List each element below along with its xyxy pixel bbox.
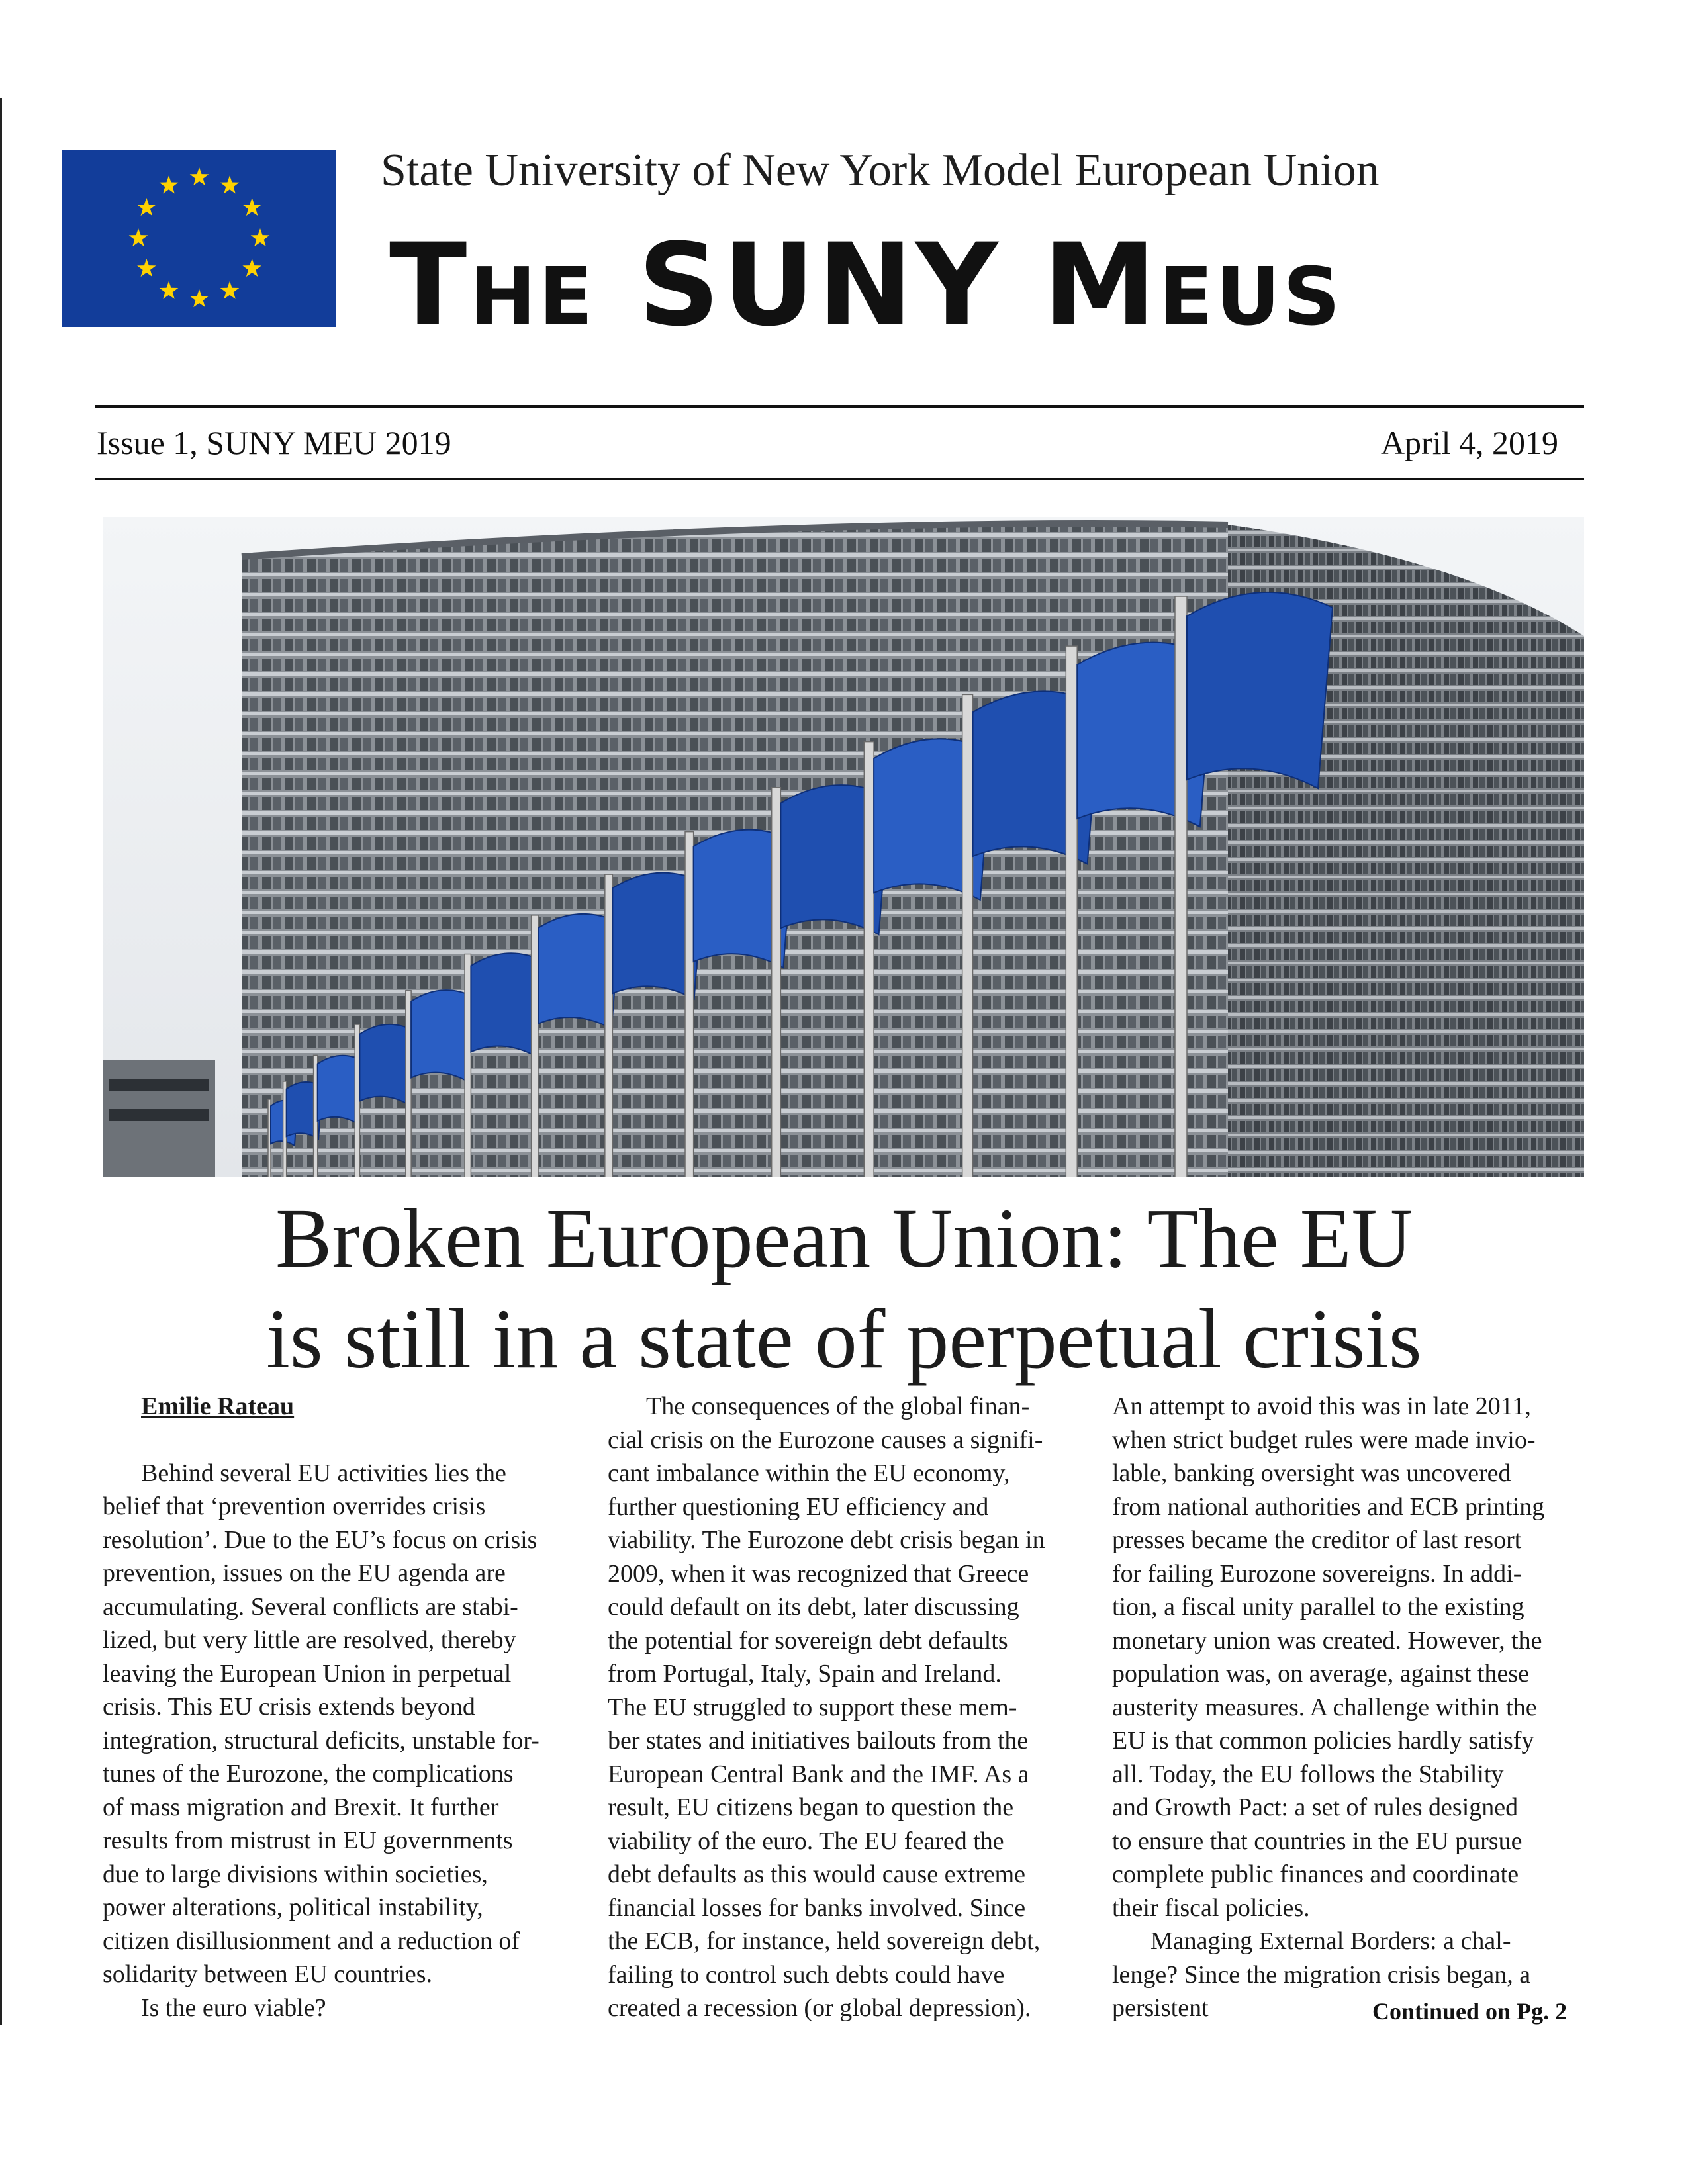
text-line: results from mistrust in EU governments	[103, 1827, 513, 1854]
cover-photo	[103, 517, 1584, 1177]
text-line: population was, on average, against these	[1112, 1660, 1529, 1688]
headline	[0, 1188, 1688, 1389]
text-line: created a recession (or global depression).	[608, 1994, 1031, 2022]
page-edge-rule	[0, 98, 2, 2025]
text-line: resolution’. Due to the EU’s focus on crisis	[103, 1525, 538, 1554]
text-line: and Growth Pact: a set of rules designed	[1112, 1794, 1519, 1821]
text-line: accumulating. Several conflicts are stabi-	[103, 1592, 518, 1621]
text-line: power alterations, political instability,	[103, 1893, 483, 1921]
text-line: viability. The Eurozone debt crisis began in	[608, 1526, 1045, 1554]
text-line: leaving the European Union in perpetual	[103, 1659, 512, 1688]
text-line: European Central Bank and the IMF. As a	[608, 1760, 1029, 1788]
byline: Emilie Rateau	[141, 1392, 295, 1420]
text-line: solidarity between EU countries.	[103, 1960, 433, 1988]
text-line: further questioning EU efficiency and	[608, 1492, 989, 1521]
text-line: of mass migration and Brexit. It further	[103, 1793, 499, 1821]
text-line: belief that ‘prevention overrides crisis	[103, 1492, 486, 1520]
text-line: ber states and initiatives bailouts from the	[608, 1727, 1029, 1754]
headline-line-2: is still in a state of perpetual crisis	[266, 1292, 1422, 1386]
text-line: crisis. This EU crisis extends beyond	[103, 1693, 475, 1721]
text-line: from national authorities and ECB printing	[1112, 1492, 1545, 1521]
text-line: could default on its debt, later discussing	[608, 1593, 1019, 1621]
text-line: monetary union was created. However, the	[1112, 1626, 1542, 1655]
flag-pole	[864, 742, 874, 1177]
text-line: their fiscal policies.	[1112, 1893, 1310, 1922]
text-line: tion, a fiscal unity parallel to the existing	[1112, 1593, 1524, 1621]
article-column-2	[608, 1390, 1071, 2025]
issue-bar-top-rule	[95, 405, 1584, 408]
text-line: result, EU citizens began to question the	[608, 1794, 1014, 1821]
masthead-supertitle: State University of New York Model European Union	[381, 145, 1380, 196]
flag-pole	[406, 991, 411, 1177]
article-column-3	[1112, 1390, 1589, 2025]
flag-pole	[532, 915, 538, 1177]
text-line: for failing Eurozone sovereigns. In addi-	[1112, 1559, 1522, 1588]
text-line: cial crisis on the Eurozone causes a signifi-	[608, 1426, 1043, 1454]
text-line: from Portugal, Italy, Spain and Ireland.	[608, 1660, 1002, 1688]
text-line: The consequences of the global finan-	[646, 1392, 1030, 1420]
text-line: cant imbalance within the EU economy,	[608, 1459, 1010, 1487]
masthead-title: The SUNY Meus	[389, 218, 1343, 351]
issue-date: April 4, 2019	[1380, 424, 1558, 461]
flag-pole	[772, 788, 781, 1177]
text-line: all. Today, the EU follows the Stability	[1112, 1760, 1504, 1788]
text-line: the ECB, for instance, held sovereign debt,	[608, 1927, 1041, 1955]
issue-bar-bottom-rule	[95, 478, 1584, 480]
text-line: the potential for sovereign debt defaults	[608, 1626, 1008, 1655]
text-line: EU is that common policies hardly satisfy	[1112, 1727, 1534, 1754]
text-line: to ensure that countries in the EU pursue	[1112, 1827, 1523, 1855]
eu-flag-icon	[62, 150, 336, 327]
text-line: The EU struggled to support these mem-	[608, 1693, 1017, 1721]
text-line: due to large divisions within societies,	[103, 1860, 488, 1888]
flag-pole	[1066, 646, 1077, 1177]
text-line: viability of the euro. The EU feared the	[608, 1827, 1004, 1855]
continued-label[interactable]: Continued on Pg. 2	[1372, 1998, 1568, 2025]
text-line: failing to control such debts could have	[608, 1960, 1005, 1989]
flag-pole	[962, 694, 973, 1177]
text-line: integration, structural deficits, unstable for-	[103, 1726, 539, 1754]
text-line: debt defaults as this would cause extreme	[608, 1860, 1026, 1888]
text-line: lenge? Since the migration crisis began, a	[1112, 1960, 1531, 1989]
text-line: 2009, when it was recognized that Greece	[608, 1559, 1029, 1588]
text-line: Managing External Borders: a chal-	[1150, 1927, 1511, 1955]
text-line: austerity measures. A challenge within the	[1112, 1693, 1537, 1721]
text-line: financial losses for banks involved. Since	[608, 1893, 1026, 1922]
flag-pole	[1175, 596, 1187, 1177]
text-line: complete public finances and coordinate	[1112, 1860, 1519, 1888]
flag-pole	[465, 954, 471, 1177]
waving-eu-flag-icon	[1187, 592, 1333, 788]
article-column-1	[103, 1390, 566, 2025]
text-line: when strict budget rules were made invio-	[1112, 1426, 1536, 1454]
text-line: citizen disillusionment and a reduction of	[103, 1927, 520, 1955]
text-line: Behind several EU activities lies the	[141, 1459, 506, 1487]
text-line: lized, but very little are resolved, thereby	[103, 1626, 516, 1654]
flag-pole	[605, 874, 613, 1177]
flag-pole	[355, 1024, 359, 1177]
flag-pole	[685, 832, 694, 1177]
text-line: persistent	[1112, 1994, 1209, 2022]
text-line: lable, banking oversight was uncovered	[1112, 1459, 1511, 1487]
text-line: tunes of the Eurozone, the complications	[103, 1760, 514, 1788]
headline-line-1: Broken European Union: The EU	[275, 1191, 1413, 1285]
issue-label: Issue 1, SUNY MEU 2019	[97, 424, 451, 461]
text-line: presses became the creditor of last resort	[1112, 1526, 1522, 1554]
text-line: Is the euro viable?	[141, 1993, 326, 2022]
text-line: prevention, issues on the EU agenda are	[103, 1559, 506, 1587]
text-line: An attempt to avoid this was in late 2011,	[1112, 1392, 1531, 1420]
